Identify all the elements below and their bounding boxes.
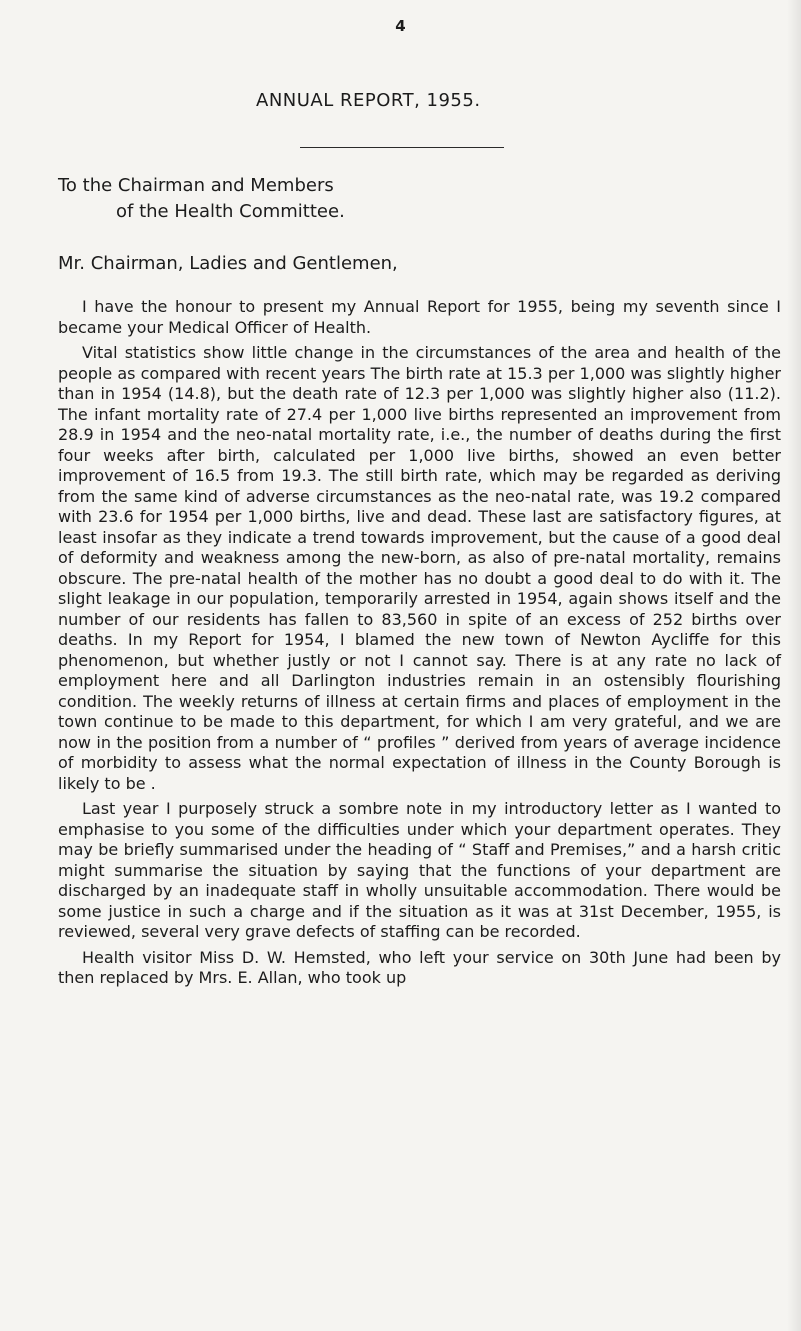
title-divider (300, 147, 504, 148)
addressee-line-2: of the Health Committee. (116, 201, 345, 222)
paragraph-vital-statistics: Vital statistics show little change in the circumstances of the area and health of the people as compared with recent years The birth rate at 15.3 per 1,000 was slightly higher than in 1954 (14.8), but the death rate of 12.3 per 1,000 was slightly higher also (11.2). The infant mortality rate of 27.4 per 1,000 live births represented an improvement from 28.9 in 1954 and the neo-natal mortality rate, i.e., the number of deaths during the first four weeks after birth, calculated per 1,000 live births, showed an even better improvement of 16.5 from 19.3. The still birth rate, which may be regarded as deriving from the same kind of adverse circumstances as the neo-natal rate, was 19.2 compared with 23.6 for 1954 per 1,000 births, live and dead. These last are satisfactory figures, at least insofar as they indicate a trend towards improvement, but the cause of a good deal of deformity and weakness among the new-born, as also of pre-natal mortality, remains obscure. The pre-natal health of the mother has no doubt a good deal to do with it. The slight leakage in our population, temporarily arrested in 1954, again shows itself and the number of our residents has fallen to 83,560 in spite of an excess of 252 births over deaths. In my Report for 1954, I blamed the new town of Newton Aycliffe for this phenomenon, but whether justly or not I cannot say. There is at any rate no lack of employment here and all Darlington industries remain in an ostensibly flourishing condition. The weekly returns of illness at certain firms and places of employment in the town continue to be made to this department, for which I am very grateful, and we are now in the position from a number of “ profiles ” derived from years of average incidence of morbidity to assess what the normal expectation of illness in the County Borough is likely to be . (58, 343, 781, 793)
report-title: ANNUAL REPORT, 1955. (256, 90, 481, 111)
page-number: 4 (395, 17, 406, 35)
letter-body (58, 297, 781, 994)
page-edge-shadow (787, 0, 801, 1331)
salutation: Mr. Chairman, Ladies and Gentlemen, (58, 253, 398, 274)
addressee-line-1: To the Chairman and Members (58, 175, 334, 196)
paragraph-intro: I have the honour to present my Annual Report for 1955, being my seventh since I became your Medical Officer of Health. (58, 297, 781, 337)
addressee-block (58, 173, 345, 225)
paragraph-staff-premises: Last year I purposely struck a sombre note in my introductory letter as I wanted to emphasise to you some of the difficulties under which your department operates. They may be briefly summarised under the heading of “ Staff and Premises,” and a harsh critic might summarise the situation by saying that the functions of your department are discharged by an inadequate staff in wholly unsuitable accommodation. There would be some justice in such a charge and if the situation as it was at 31st December, 1955, is reviewed, several very grave defects of staffing can be recorded. (58, 799, 781, 941)
paragraph-health-visitor: Health visitor Miss D. W. Hemsted, who left your service on 30th June had been by then replaced by Mrs. E. Allan, who took up (58, 947, 781, 987)
